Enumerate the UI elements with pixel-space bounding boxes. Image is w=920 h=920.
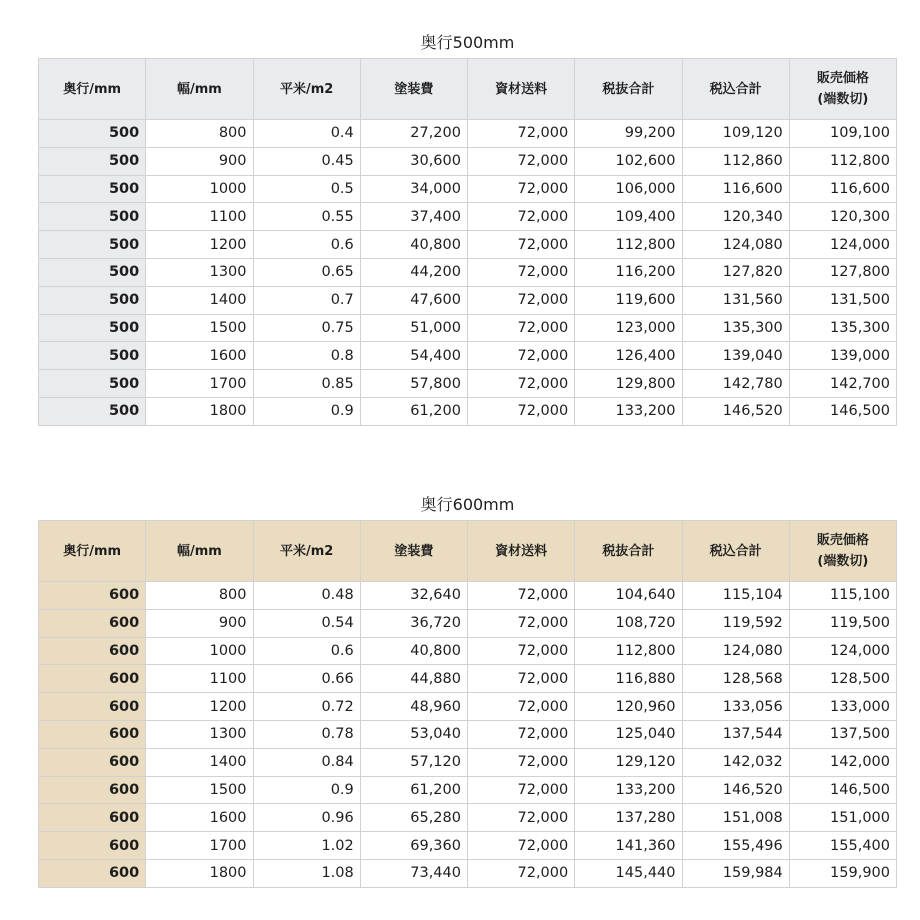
- table-cell: 0.6: [253, 231, 360, 259]
- table-cell: 57,800: [360, 370, 467, 398]
- table-cell: 51,000: [360, 314, 467, 342]
- table-cell: 133,200: [575, 776, 682, 804]
- table-cell: 137,500: [789, 720, 896, 748]
- table-cell: 600: [39, 748, 146, 776]
- table-cell: 108,720: [575, 609, 682, 637]
- price-table: [38, 520, 897, 888]
- table-cell: 32,640: [360, 582, 467, 610]
- table-cell: 119,600: [575, 286, 682, 314]
- table-cell: 500: [39, 342, 146, 370]
- table-cell: 109,400: [575, 203, 682, 231]
- col-total-incl-tax: 税込合計: [682, 59, 789, 120]
- table-cell: 0.48: [253, 582, 360, 610]
- table-cell: 0.7: [253, 286, 360, 314]
- table-row: [39, 175, 897, 203]
- header-row: [39, 521, 897, 582]
- table-row: [39, 720, 897, 748]
- table-cell: 1000: [146, 175, 253, 203]
- table-cell: 1300: [146, 720, 253, 748]
- table-row: [39, 693, 897, 721]
- table-row: [39, 286, 897, 314]
- table-cell: 72,000: [468, 120, 575, 148]
- table-cell: 145,440: [575, 859, 682, 887]
- col-subtotal-excl-tax: 税抜合計: [575, 521, 682, 582]
- table-row: [39, 582, 897, 610]
- sale-price-label: 販売価格: [816, 71, 869, 86]
- sale-price-label: 販売価格: [816, 533, 869, 548]
- table-cell: 142,700: [789, 370, 896, 398]
- col-total-incl-tax: 税込合計: [682, 521, 789, 582]
- table-cell: 600: [39, 582, 146, 610]
- table-cell: 600: [39, 637, 146, 665]
- table-cell: 120,300: [789, 203, 896, 231]
- col-subtotal-excl-tax: 税抜合計: [575, 59, 682, 120]
- table-cell: 139,000: [789, 342, 896, 370]
- table-cell: 500: [39, 314, 146, 342]
- table-cell: 0.9: [253, 776, 360, 804]
- table-cell: 151,000: [789, 804, 896, 832]
- table-cell: 0.84: [253, 748, 360, 776]
- table-cell: 133,000: [789, 693, 896, 721]
- table-cell: 146,500: [789, 776, 896, 804]
- table-cell: 0.96: [253, 804, 360, 832]
- table-cell: 600: [39, 665, 146, 693]
- table-cell: 116,200: [575, 258, 682, 286]
- col-depth: 奥行/mm: [39, 59, 146, 120]
- table-cell: 0.8: [253, 342, 360, 370]
- table-cell: 1800: [146, 859, 253, 887]
- table-row: [39, 609, 897, 637]
- table-row: [39, 804, 897, 832]
- table-cell: 0.4: [253, 120, 360, 148]
- table-cell: 72,000: [468, 748, 575, 776]
- price-table: [38, 58, 897, 426]
- table-cell: 116,880: [575, 665, 682, 693]
- table-cell: 0.55: [253, 203, 360, 231]
- table-cell: 146,500: [789, 397, 896, 425]
- table-row: [39, 397, 897, 425]
- table-cell: 116,600: [789, 175, 896, 203]
- table-cell: 72,000: [468, 776, 575, 804]
- table-cell: 500: [39, 203, 146, 231]
- table-cell: 127,800: [789, 258, 896, 286]
- table-cell: 72,000: [468, 286, 575, 314]
- table-row: [39, 231, 897, 259]
- table-cell: 47,600: [360, 286, 467, 314]
- table-cell: 600: [39, 859, 146, 887]
- table-cell: 109,120: [682, 120, 789, 148]
- table-cell: 112,800: [575, 637, 682, 665]
- table-row: [39, 859, 897, 887]
- table-row: [39, 120, 897, 148]
- table-cell: 131,560: [682, 286, 789, 314]
- table-cell: 34,000: [360, 175, 467, 203]
- table-row: [39, 637, 897, 665]
- table-cell: 0.9: [253, 397, 360, 425]
- table-cell: 133,056: [682, 693, 789, 721]
- table-cell: 69,360: [360, 832, 467, 860]
- table-cell: 1700: [146, 370, 253, 398]
- table-cell: 1600: [146, 804, 253, 832]
- table-cell: 0.65: [253, 258, 360, 286]
- table-cell: 72,000: [468, 804, 575, 832]
- table-row: [39, 147, 897, 175]
- table-cell: 115,104: [682, 582, 789, 610]
- table-title: 奥行600mm: [420, 495, 515, 514]
- table-cell: 72,000: [468, 342, 575, 370]
- table-cell: 128,500: [789, 665, 896, 693]
- table-cell: 124,080: [682, 231, 789, 259]
- table-cell: 72,000: [468, 258, 575, 286]
- col-width: 幅/mm: [146, 59, 253, 120]
- table-cell: 600: [39, 693, 146, 721]
- table-cell: 155,496: [682, 832, 789, 860]
- table-cell: 115,100: [789, 582, 896, 610]
- table-cell: 131,500: [789, 286, 896, 314]
- table-cell: 1.08: [253, 859, 360, 887]
- table-cell: 72,000: [468, 637, 575, 665]
- table-cell: 137,280: [575, 804, 682, 832]
- table-cell: 109,100: [789, 120, 896, 148]
- table-cell: 1.02: [253, 832, 360, 860]
- table-cell: 40,800: [360, 231, 467, 259]
- table-cell: 600: [39, 609, 146, 637]
- table-cell: 37,400: [360, 203, 467, 231]
- table-cell: 125,040: [575, 720, 682, 748]
- table-cell: 72,000: [468, 203, 575, 231]
- table-cell: 1700: [146, 832, 253, 860]
- table-cell: 146,520: [682, 776, 789, 804]
- table-cell: 600: [39, 776, 146, 804]
- table-cell: 72,000: [468, 665, 575, 693]
- table-cell: 1500: [146, 776, 253, 804]
- table-cell: 146,520: [682, 397, 789, 425]
- sale-price-note: (端数切): [817, 92, 869, 107]
- table-cell: 106,000: [575, 175, 682, 203]
- table-cell: 1200: [146, 693, 253, 721]
- table-cell: 57,120: [360, 748, 467, 776]
- table-cell: 800: [146, 120, 253, 148]
- table-cell: 800: [146, 582, 253, 610]
- table-cell: 126,400: [575, 342, 682, 370]
- table-cell: 30,600: [360, 147, 467, 175]
- price-table-500: [38, 28, 897, 426]
- table-cell: 0.75: [253, 314, 360, 342]
- table-cell: 500: [39, 175, 146, 203]
- col-paint-cost: 塗装費: [360, 59, 467, 120]
- table-row: [39, 314, 897, 342]
- table-cell: 155,400: [789, 832, 896, 860]
- table-row: [39, 665, 897, 693]
- table-cell: 128,568: [682, 665, 789, 693]
- table-cell: 124,080: [682, 637, 789, 665]
- table-row: [39, 258, 897, 286]
- table-cell: 123,000: [575, 314, 682, 342]
- table-cell: 1100: [146, 203, 253, 231]
- table-cell: 72,000: [468, 175, 575, 203]
- table-cell: 72,000: [468, 693, 575, 721]
- table-cell: 44,200: [360, 258, 467, 286]
- table-cell: 44,880: [360, 665, 467, 693]
- table-cell: 1500: [146, 314, 253, 342]
- table-cell: 72,000: [468, 609, 575, 637]
- table-cell: 0.54: [253, 609, 360, 637]
- table-cell: 72,000: [468, 147, 575, 175]
- col-shipping: 資材送料: [468, 59, 575, 120]
- table-cell: 73,440: [360, 859, 467, 887]
- table-cell: 135,300: [789, 314, 896, 342]
- table-cell: 104,640: [575, 582, 682, 610]
- table-cell: 36,720: [360, 609, 467, 637]
- table-cell: 500: [39, 231, 146, 259]
- table-cell: 61,200: [360, 776, 467, 804]
- table-cell: 151,008: [682, 804, 789, 832]
- table-cell: 500: [39, 147, 146, 175]
- table-cell: 133,200: [575, 397, 682, 425]
- table-cell: 500: [39, 120, 146, 148]
- col-area: 平米/m2: [253, 521, 360, 582]
- col-paint-cost: 塗装費: [360, 521, 467, 582]
- table-row: [39, 342, 897, 370]
- table-cell: 65,280: [360, 804, 467, 832]
- table-cell: 0.72: [253, 693, 360, 721]
- table-cell: 72,000: [468, 859, 575, 887]
- table-cell: 0.85: [253, 370, 360, 398]
- table-row: [39, 370, 897, 398]
- table-cell: 72,000: [468, 582, 575, 610]
- col-shipping: 資材送料: [468, 521, 575, 582]
- table-cell: 119,500: [789, 609, 896, 637]
- table-row: [39, 776, 897, 804]
- table-cell: 1800: [146, 397, 253, 425]
- table-cell: 600: [39, 832, 146, 860]
- table-cell: 54,400: [360, 342, 467, 370]
- table-cell: 1400: [146, 286, 253, 314]
- table-cell: 500: [39, 370, 146, 398]
- table-cell: 1200: [146, 231, 253, 259]
- table-cell: 0.45: [253, 147, 360, 175]
- table-cell: 112,800: [789, 147, 896, 175]
- table-cell: 124,000: [789, 637, 896, 665]
- table-cell: 142,780: [682, 370, 789, 398]
- table-cell: 99,200: [575, 120, 682, 148]
- price-table-600: [38, 490, 897, 888]
- table-cell: 142,000: [789, 748, 896, 776]
- table-title: 奥行500mm: [420, 33, 515, 52]
- table-cell: 124,000: [789, 231, 896, 259]
- table-cell: 500: [39, 397, 146, 425]
- table-cell: 600: [39, 804, 146, 832]
- table-cell: 137,544: [682, 720, 789, 748]
- table-cell: 129,800: [575, 370, 682, 398]
- table-cell: 120,960: [575, 693, 682, 721]
- col-depth: 奥行/mm: [39, 521, 146, 582]
- table-cell: 141,360: [575, 832, 682, 860]
- table-row: [39, 203, 897, 231]
- table-cell: 53,040: [360, 720, 467, 748]
- table-cell: 0.6: [253, 637, 360, 665]
- table-cell: 72,000: [468, 314, 575, 342]
- table-cell: 72,000: [468, 370, 575, 398]
- table-cell: 40,800: [360, 637, 467, 665]
- table-cell: 72,000: [468, 720, 575, 748]
- table-cell: 129,120: [575, 748, 682, 776]
- table-cell: 900: [146, 147, 253, 175]
- table-cell: 61,200: [360, 397, 467, 425]
- table-cell: 159,984: [682, 859, 789, 887]
- header-row: [39, 59, 897, 120]
- table-cell: 0.66: [253, 665, 360, 693]
- table-cell: 1300: [146, 258, 253, 286]
- table-cell: 72,000: [468, 832, 575, 860]
- table-cell: 600: [39, 720, 146, 748]
- table-cell: 0.78: [253, 720, 360, 748]
- table-cell: 112,800: [575, 231, 682, 259]
- table-cell: 1000: [146, 637, 253, 665]
- table-cell: 1400: [146, 748, 253, 776]
- col-sale-price: [789, 521, 896, 582]
- table-cell: 27,200: [360, 120, 467, 148]
- table-cell: 900: [146, 609, 253, 637]
- table-cell: 127,820: [682, 258, 789, 286]
- table-row: [39, 748, 897, 776]
- col-sale-price: [789, 59, 896, 120]
- table-cell: 72,000: [468, 231, 575, 259]
- table-cell: 135,300: [682, 314, 789, 342]
- table-cell: 116,600: [682, 175, 789, 203]
- col-area: 平米/m2: [253, 59, 360, 120]
- table-cell: 139,040: [682, 342, 789, 370]
- table-cell: 500: [39, 286, 146, 314]
- table-cell: 159,900: [789, 859, 896, 887]
- table-cell: 1600: [146, 342, 253, 370]
- sale-price-note: (端数切): [817, 554, 869, 569]
- table-cell: 102,600: [575, 147, 682, 175]
- table-cell: 48,960: [360, 693, 467, 721]
- table-row: [39, 832, 897, 860]
- table-cell: 119,592: [682, 609, 789, 637]
- table-cell: 142,032: [682, 748, 789, 776]
- table-cell: 72,000: [468, 397, 575, 425]
- table-cell: 120,340: [682, 203, 789, 231]
- table-cell: 112,860: [682, 147, 789, 175]
- table-cell: 0.5: [253, 175, 360, 203]
- col-width: 幅/mm: [146, 521, 253, 582]
- table-cell: 500: [39, 258, 146, 286]
- table-cell: 1100: [146, 665, 253, 693]
